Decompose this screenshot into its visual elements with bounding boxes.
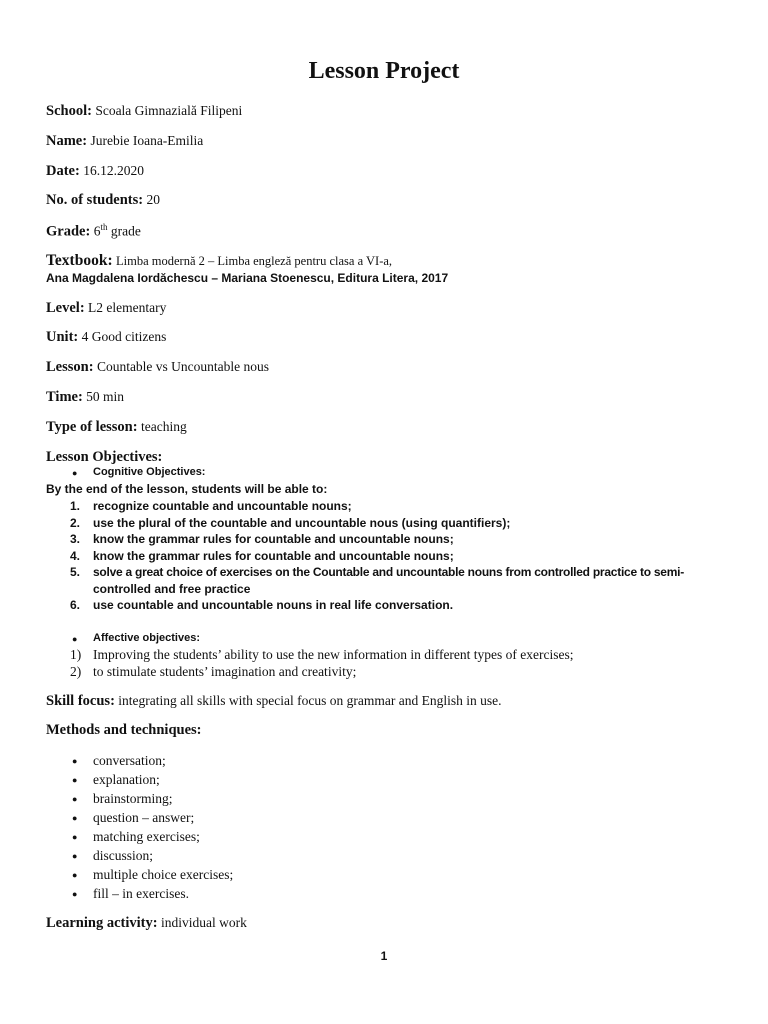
grade-value-sup: th <box>100 222 108 232</box>
methods-heading: Methods and techniques: <box>46 722 202 738</box>
activity-label: Learning activity <box>46 915 153 931</box>
list-item-continuation: controlled and free practice <box>93 582 251 596</box>
bullet-icon: ● <box>72 813 78 823</box>
list-item: know the grammar rules for countable and uncountable nouns; <box>93 549 454 563</box>
textbook-field: Textbook: Limba modernă 2 – Limba engleză pentru clasa a VI-a, <box>46 252 393 269</box>
grade-value-num: 6 <box>93 223 101 239</box>
method-item: explanation; <box>93 772 160 787</box>
affective-item: Improving the students’ ability to use the new information in different types of exercises; <box>93 647 574 662</box>
list-item: recognize countable and uncountable nouns; <box>93 499 352 513</box>
objectives-heading: Lesson Objectives: <box>46 449 163 465</box>
textbook-authors: Ana Magdalena Iordăchescu – Mariana Stoenescu, Editura Litera, 2017 <box>46 271 449 285</box>
students-label: No. of students <box>46 192 139 208</box>
skill-label: Skill focus <box>46 693 111 709</box>
page-title: Lesson Project <box>308 58 460 84</box>
cognitive-label: Cognitive Objectives: <box>93 466 206 478</box>
name-field: Name: Jurebie Ioana-Emilia <box>46 133 204 149</box>
date-label: Date <box>46 163 75 179</box>
level-label: Level <box>46 300 80 316</box>
name-label: Name <box>46 133 83 149</box>
list-item: know the grammar rules for countable and uncountable nouns; <box>93 532 454 546</box>
grade-field: Grade: 6th grade <box>46 222 141 240</box>
method-item: question – answer; <box>93 810 195 825</box>
bullet-icon: ● <box>72 775 78 785</box>
type-field: Type of lesson: teaching <box>46 419 187 435</box>
affective-label: Affective objectives: <box>93 632 200 644</box>
objectives-intro: By the end of the lesson, students will be able to: <box>46 482 328 496</box>
method-item: brainstorming; <box>93 791 173 806</box>
bullet-icon: ● <box>72 851 78 861</box>
grade-value-rest: grade <box>107 223 141 239</box>
skill-field: Skill focus: integrating all skills with special focus on grammar and English in use. <box>46 693 502 709</box>
list-number: 6. <box>70 598 81 612</box>
page-number: 1 <box>380 949 388 963</box>
textbook-label: Textbook <box>46 252 108 269</box>
method-item: fill – in exercises. <box>93 886 189 901</box>
list-number: 1. <box>70 499 81 513</box>
bullet-icon: ● <box>72 756 78 766</box>
bullet-icon: ● <box>72 634 78 644</box>
list-number: 3. <box>70 532 81 546</box>
list-number: 2. <box>70 516 81 530</box>
list-number: 5. <box>70 565 81 579</box>
date-field: Date: 16.12.2020 <box>46 163 144 179</box>
lesson-field: Lesson: Countable vs Uncountable nous <box>46 359 270 375</box>
date-value: 16.12.2020 <box>83 163 144 178</box>
method-item: conversation; <box>93 753 166 768</box>
lesson-label: Lesson <box>46 359 89 375</box>
activity-value: individual work <box>160 915 247 930</box>
list-number: 1) <box>70 647 82 662</box>
time-field: Time: 50 min <box>46 389 125 405</box>
list-item: solve a great choice of exercises on the Countable and uncountable nouns from controlled practice to semi- <box>93 565 684 579</box>
grade-label: Grade <box>46 223 86 240</box>
bullet-icon: ● <box>72 832 78 842</box>
bullet-icon: ● <box>72 870 78 880</box>
students-field: No. of students: 20 <box>46 192 160 208</box>
textbook-value: Limba modernă 2 – Limba engleză pentru clasa a VI-a, <box>116 254 393 268</box>
list-number: 4. <box>70 549 81 563</box>
lesson-value: Countable vs Uncountable nous <box>96 359 270 374</box>
name-value: Jurebie Ioana-Emilia <box>90 133 204 148</box>
unit-label: Unit <box>46 329 74 345</box>
level-field: Level: L2 elementary <box>46 300 167 316</box>
bullet-icon: ● <box>72 794 78 804</box>
type-value: teaching <box>140 419 187 434</box>
school-value: Scoala Gimnazială Filipeni <box>95 103 243 118</box>
method-item: discussion; <box>93 848 154 863</box>
bullet-icon: ● <box>72 889 78 899</box>
time-label: Time <box>46 389 78 405</box>
school-field: School: Scoala Gimnazială Filipeni <box>46 103 243 119</box>
list-item: use the plural of the countable and uncountable nous (using quantifiers); <box>93 516 511 530</box>
activity-field: Learning activity: individual work <box>46 915 247 931</box>
unit-value: 4 Good citizens <box>81 329 167 344</box>
school-label: School <box>46 103 88 119</box>
list-item: use countable and uncountable nouns in real life conversation. <box>93 598 454 612</box>
time-value: 50 min <box>86 389 125 404</box>
level-value: L2 elementary <box>88 300 167 315</box>
students-value: 20 <box>146 192 160 207</box>
unit-field: Unit: 4 Good citizens <box>46 329 167 345</box>
list-number: 2) <box>70 664 82 679</box>
type-label: Type of lesson <box>46 419 133 435</box>
method-item: multiple choice exercises; <box>93 867 234 882</box>
bullet-icon: ● <box>72 468 78 478</box>
affective-item: to stimulate students’ imagination and creativity; <box>93 664 357 679</box>
method-item: matching exercises; <box>93 829 200 844</box>
skill-value: integrating all skills with special focus on grammar and English in use. <box>118 693 502 708</box>
